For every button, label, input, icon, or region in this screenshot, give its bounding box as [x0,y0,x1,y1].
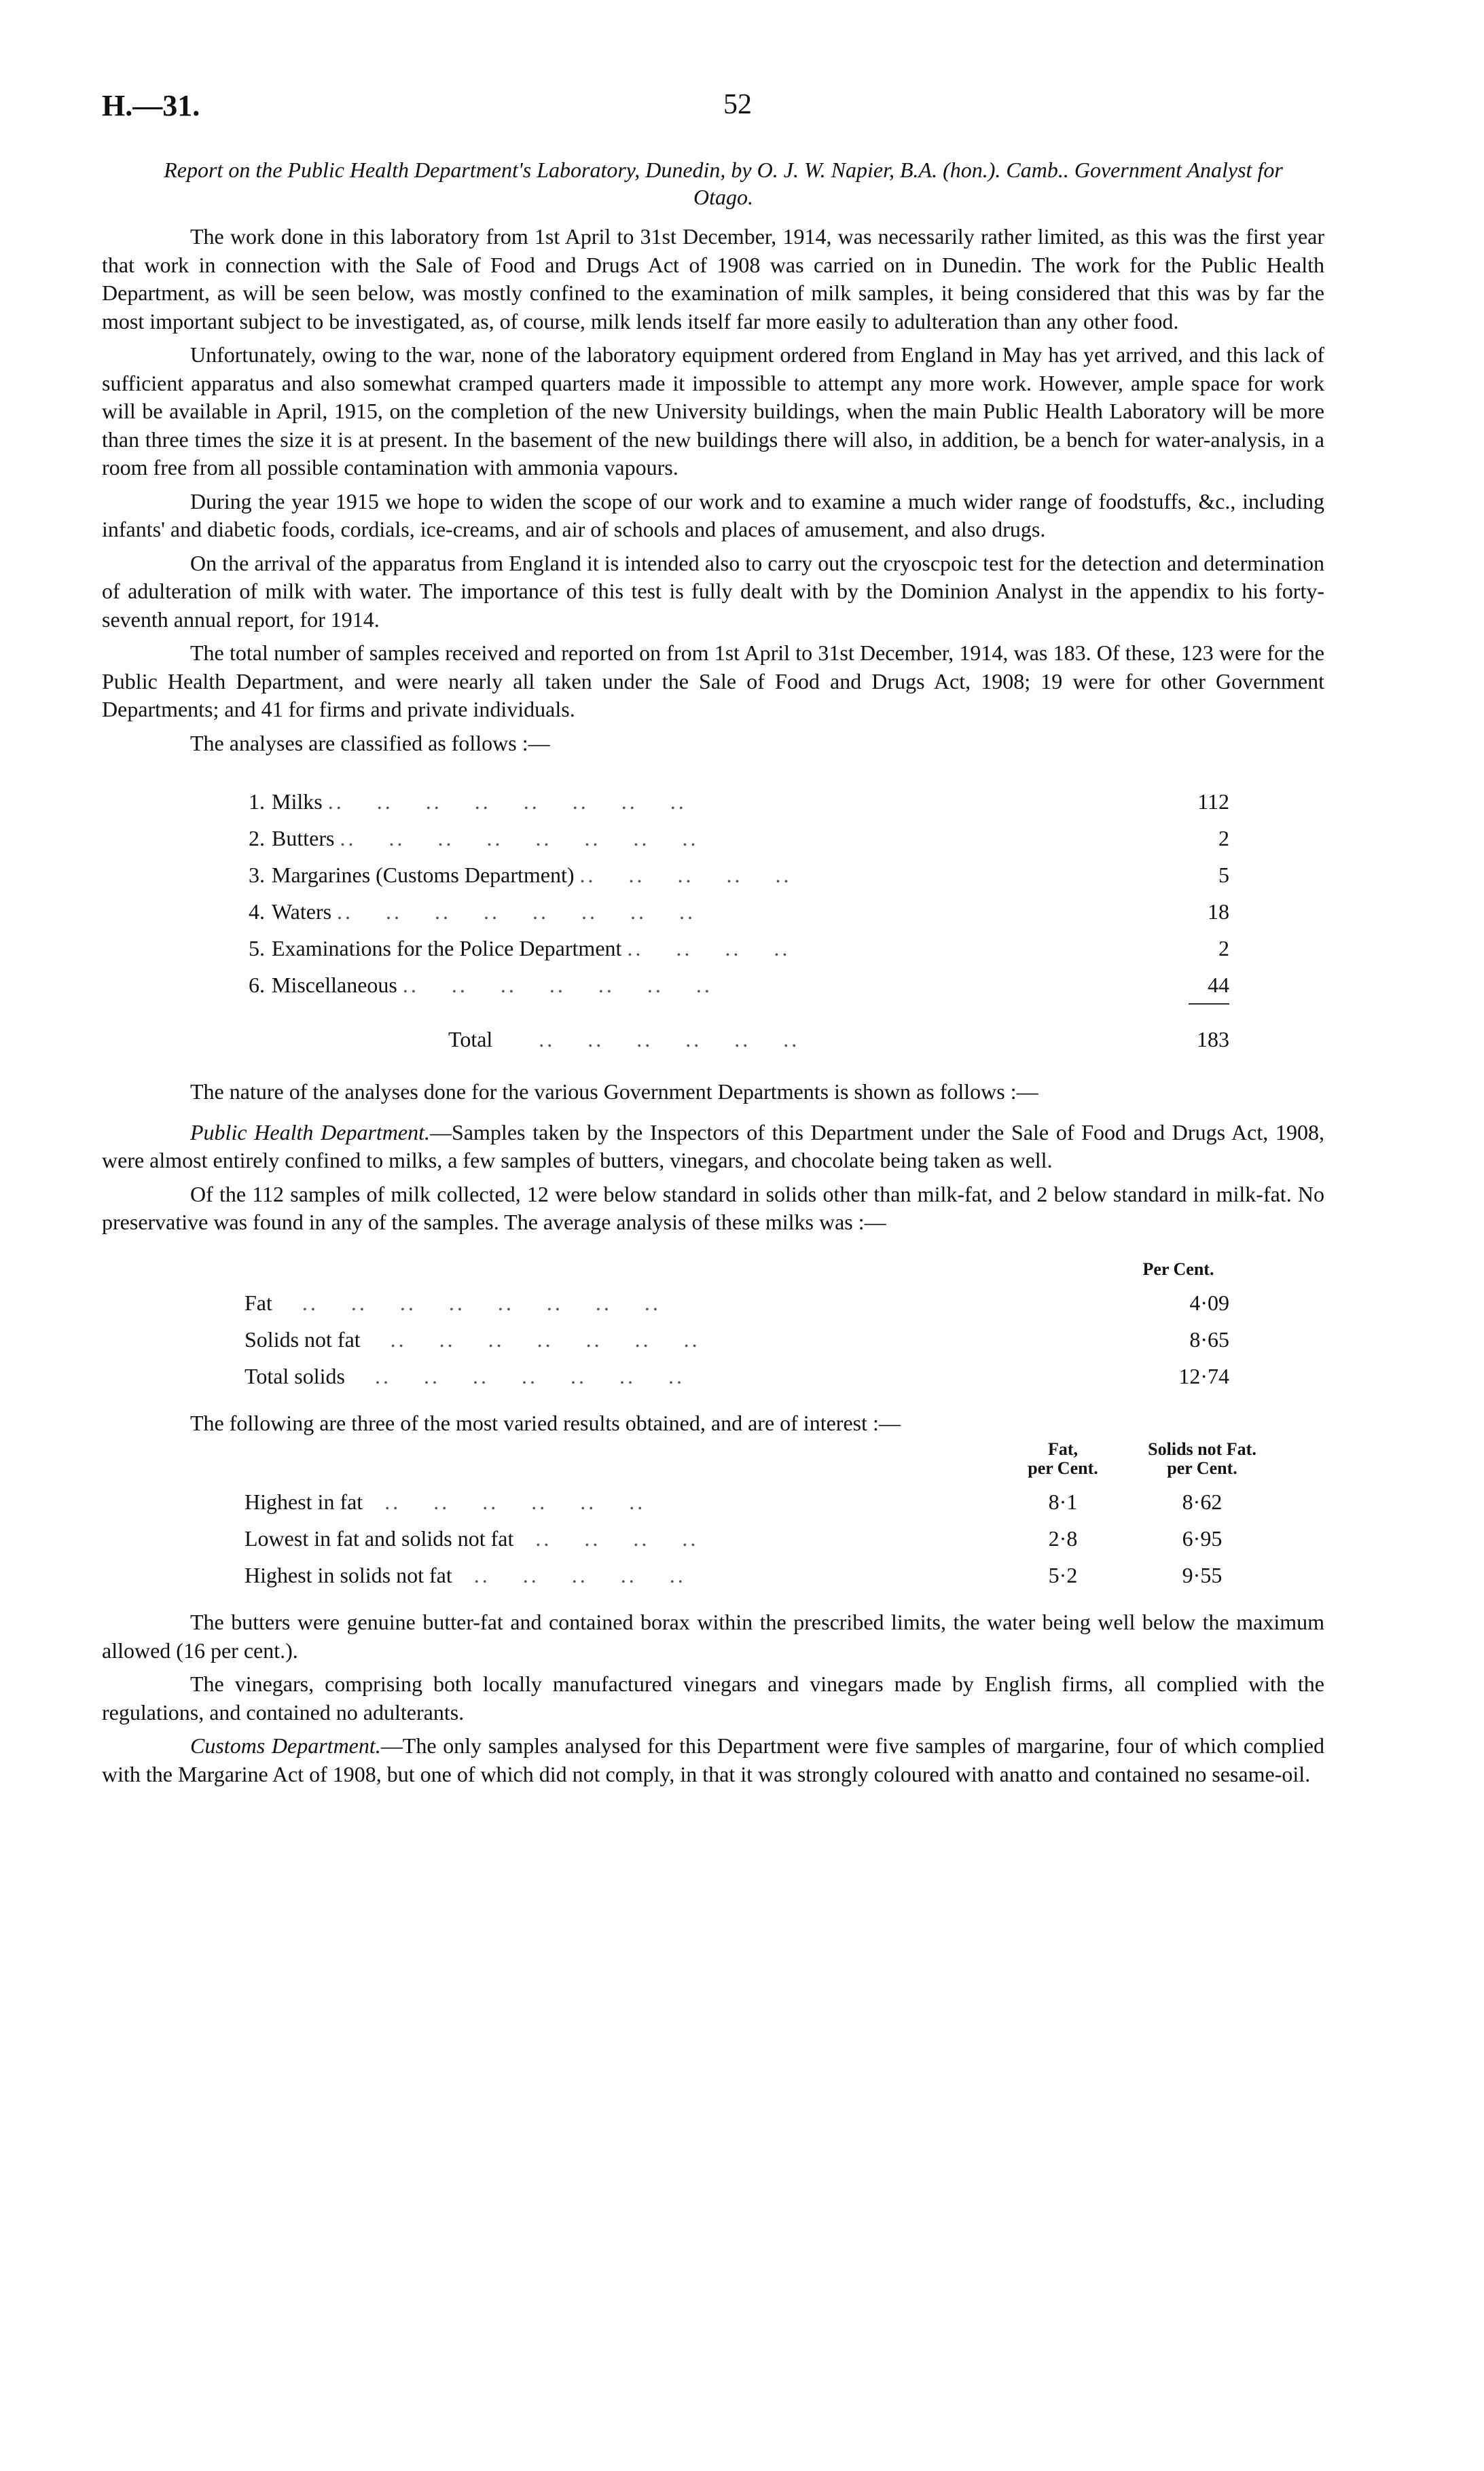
row-number: 2. [249,826,265,850]
row-number: 1. [249,789,265,814]
table-row [224,924,1229,961]
paragraph-1: The work done in this laboratory from 1st April to 31st December, 1914, was necessarily rather limited, as this was the first year that work in connection with the Sale of Food and Drugs Act of 1908 was carried on in Dunedin. The work for the Public Health Department, as will be seen below, was mostly confined to the examination of milk samples, it being considered that this was by far the most important subject to be investigated, as, of course, milk lends itself far more easily to adulteration than any other food. [102,224,1324,333]
total-value: 183 [1148,998,1229,1052]
table-row [245,1352,1229,1389]
row-number: 5. [249,936,265,960]
row-value: 5 [1218,863,1229,887]
paragraph-3: During the year 1915 we hope to widen the scope of our work and to examine a much wider range of foodstuffs, &c., including infants' and diabetic foods, cordials, ice-creams, and air of schools and places of amusement, and also drugs. [102,488,1324,541]
fat-value: 8·1 [1048,1490,1078,1514]
table-header-row [245,1242,1229,1279]
section-heading-customs: Customs Department. [190,1733,381,1758]
paragraph-10: The following are three of the most varied results obtained, and are of interest :— [190,1410,901,1435]
table-row [245,1478,1284,1515]
row-value: 44 [1208,973,1229,997]
table-row [245,1551,1284,1588]
table-header-row [245,1440,1284,1478]
table-row [224,888,1229,924]
column-header-fat: Fat, per Cent. [1028,1439,1098,1478]
solids-value: 9·55 [1182,1563,1223,1587]
column-header-solids: Solids not Fat. per Cent. [1148,1439,1256,1478]
paragraph-12: The vinegars, comprising both locally manufactured vinegars and vinegars made by English firms, all complied with the regulations, and contained no adulterants. [102,1672,1324,1725]
varied-results-table [245,1440,1284,1588]
paragraph-2: Unfortunately, owing to the war, none of the laboratory equipment ordered from England in May has yet arrived, and this lack of sufficient apparatus and also somewhat cramped quarters made it impossible to attempt any more work. However, ample space for work will be available in April, 1915, on the completion of the new University buildings, when the main Public Health Laboratory will be more than three times the size it is at present. In the basement of the new buildings there will also, in addition, be a bench for water-analysis, in a room free from all possible contamination with ammonia vapours. [102,342,1324,480]
row-label: Lowest in fat and solids not fat .. .. .. .. [245,1526,699,1551]
row-value: 4·09 [1189,1290,1229,1315]
row-label: Highest in fat .. .. .. .. .. .. [245,1490,646,1514]
fat-value: 5·2 [1048,1563,1078,1587]
report-page [102,88,1324,1794]
table-row [224,851,1229,888]
milk-analysis-table [245,1242,1229,1389]
row-value: 8·65 [1189,1327,1229,1352]
page-number: 52 [723,89,752,120]
table-row [224,778,1229,814]
solids-value: 8·62 [1182,1490,1223,1514]
row-label: Total solids .. .. .. .. .. .. .. [245,1363,685,1388]
row-label: Examinations for the Police Department .. .. .. .. [272,936,791,960]
row-label: Miscellaneous .. .. .. .. .. .. .. [272,973,712,997]
row-label: Butters .. .. .. .. .. .. .. .. [272,826,699,850]
section-heading-public-health: Public Health Department. [190,1119,431,1144]
row-number: 4. [249,899,265,924]
paragraph-13: Customs Department.—The only samples analysed for this Department were five samples of margarine, four of which complied with the Margarine Act of 1908, but one of which did not comply, in that it was strongly coloured with anatto and contained no sesame-oil. [102,1733,1325,1786]
row-value: 112 [1197,789,1229,814]
paragraph-4: On the arrival of the apparatus from England it is intended also to carry out the cryoscpoic test for the detection and determination of adulteration of milk with water. The importance of this test is fully dealt with by the Dominion Analyst in the appendix to his forty-seventh annual report, for 1914. [102,550,1324,632]
row-number: 3. [249,863,265,887]
row-label: Highest in solids not fat .. .. .. .. .. [245,1563,686,1587]
row-value: 2 [1218,936,1229,960]
paragraph-8: Public Health Department.—Samples taken by the Inspectors of this Department under the Sale of Food and Drugs Act, 1908, were almost entirely confined to milks, a few samples of butters, vinegars, and chocolate being taken as well. [102,1119,1325,1172]
table-row [245,1515,1284,1551]
row-value: 2 [1218,826,1229,850]
total-label: Total .. .. .. .. .. .. [448,1027,800,1051]
paragraph-9: Of the 112 samples of milk collected, 12 were below standard in solids other than milk-fat, and 2 below standard in milk-fat. No preservative was found in any of the samples. The average analysis of these milks was :— [102,1181,1324,1234]
table-row [245,1279,1229,1316]
row-label: Milks .. .. .. .. .. .. .. .. [272,789,687,814]
paragraph-5: The total number of samples received and reported on from 1st April to 31st December, 1914, was 183. Of these, 123 were for the Public Health Department, and were nearly all taken under the Sale of Food and Drugs Act, 1908; 19 were for other Government Departments; and 41 for firms and private individuals. [102,641,1324,721]
row-label: Solids not fat .. .. .. .. .. .. .. [245,1327,700,1352]
row-label: Waters .. .. .. .. .. .. .. .. [272,899,696,924]
column-header: Per Cent. [1142,1259,1214,1279]
classification-table [224,778,1229,1052]
paragraph-7: The nature of the analyses done for the various Government Departments is shown as follows :— [190,1079,1038,1104]
paragraph-11: The butters were genuine butter-fat and contained borax within the prescribed limits, the water being well below the maximum allowed (16 per cent.). [102,1610,1324,1663]
table-row [224,961,1229,998]
row-value: 18 [1208,899,1229,924]
row-label: Fat .. .. .. .. .. .. .. .. [245,1290,661,1315]
table-row [245,1316,1229,1352]
fat-value: 2·8 [1048,1526,1078,1551]
report-title: Report on the Public Health Department's Laboratory, Dunedin, by O. J. W. Napier, B.A. (hon.). Camb.. Government Analyst for Otago. [164,158,1283,209]
solids-value: 6·95 [1182,1526,1223,1551]
row-value: 12·74 [1178,1363,1229,1388]
paragraph-6: The analyses are classified as follows :— [190,730,550,755]
total-row [224,998,1229,1052]
row-label: Margarines (Customs Department) .. .. .. .. .. [272,863,792,887]
page-header [102,88,1324,149]
row-number: 6. [249,973,265,997]
table-row [224,814,1229,851]
document-code: H.—31. [102,89,200,122]
